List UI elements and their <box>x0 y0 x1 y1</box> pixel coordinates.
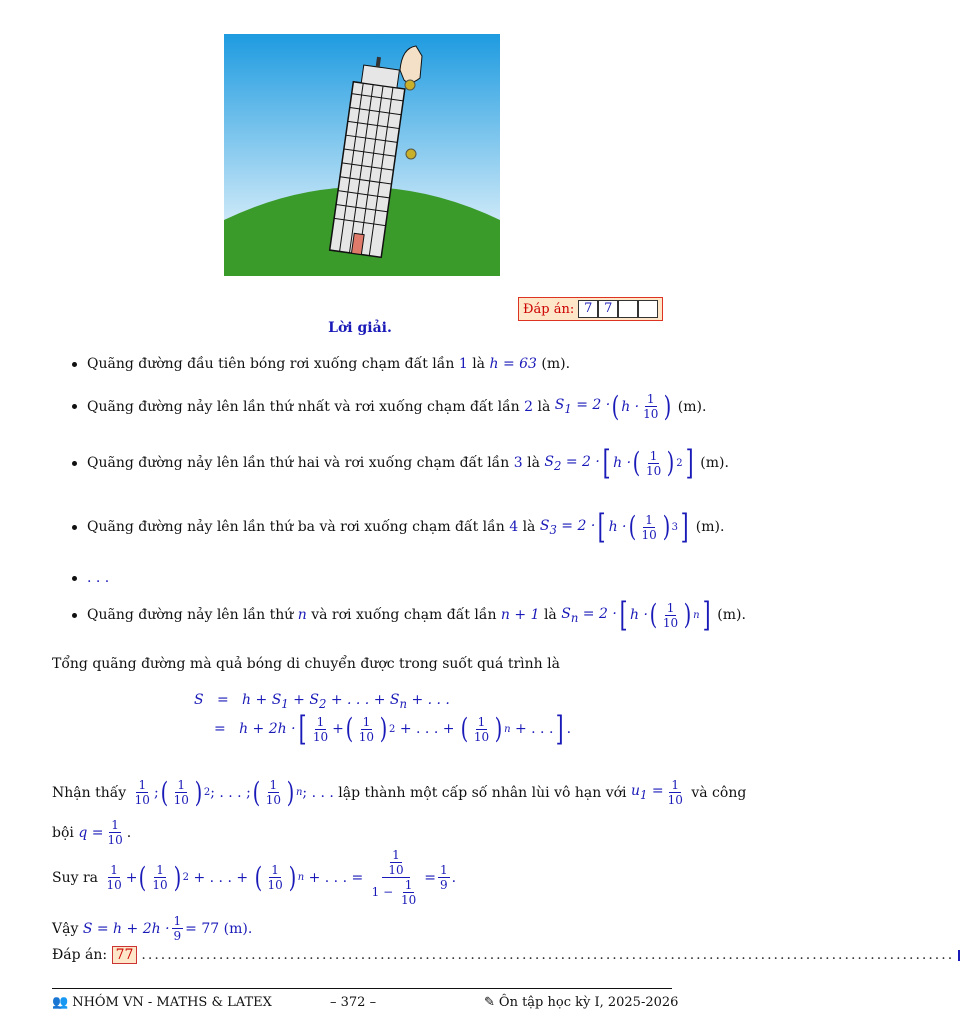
therefore-line: Vậy S = h + 2h · $\frac{1}{9}$ = 77 (m). <box>52 914 253 943</box>
pisa-tower-illustration <box>224 34 500 276</box>
answer-cell-1[interactable]: 7 <box>578 300 598 318</box>
bullet-1: Quãng đường đầu tiên bóng rơi xuống chạm đất lần 1 là h = 63 (m). <box>72 356 570 372</box>
bullet-ellipsis: . . . <box>72 570 109 586</box>
note-ratio: bội q = $\frac{1}{10}$ . <box>52 818 132 847</box>
edit-icon: ✎ <box>484 995 495 1010</box>
footer-left: 👥 NHÓM VN - MATHS & LATEX <box>52 995 272 1010</box>
total-intro: Tổng quãng đường mà quả bóng di chuyển được trong suốt quá trình là <box>52 656 560 672</box>
sum-equation-line2: = h + 2h · [ 1 10 + ( 1 10 ) 2 + . . . + ( 1 10 ) n + . . . ] . <box>214 709 572 749</box>
page-number: – 372 – <box>330 995 377 1010</box>
answer-cell-3[interactable] <box>618 300 638 318</box>
note-line: Nhận thấy 1 10 ; ( 1 10 ) 2 ; . . . ; ( 1 10 ) n ; . . . lập thành một cấp số nhân lùi vô hạn với $u_1$ = $\frac{1}{10}$ và công <box>52 775 747 809</box>
sum-equation-line1: S = $h + S_1 + S_2$ + . . . + $S_n$ + . . . <box>194 692 450 711</box>
answer-label: Đáp án: <box>523 301 575 317</box>
solution-title: Lời giải. <box>328 320 392 336</box>
final-answer-value: 77 <box>112 946 138 964</box>
answer-cell-2[interactable]: 7 <box>598 300 618 318</box>
answer-box <box>518 297 663 321</box>
group-icon: 👥 <box>52 995 69 1010</box>
answer-cell-4[interactable] <box>638 300 658 318</box>
bullet-n: Quãng đường nảy lên lần thứ n và rơi xuống chạm đất lần n + 1 là $S_n = 2$ · [ h · ( 1 10 ) n ] (m). <box>72 598 746 632</box>
bullet-4: Quãng đường nảy lên lần thứ ba và rơi xuống chạm đất lần 4 là $S_3 = 2$ · [ h · ( 1 10 ) 3 ] (m). <box>72 510 724 544</box>
bullet-2: Quãng đường nảy lên lần thứ nhất và rơi xuống chạm đất lần 2 là $S_1 = 2$ · ( h · 1 10 ) (m). <box>72 392 706 421</box>
bullet-3: Quãng đường nảy lên lần thứ hai và rơi xuống chạm đất lần 3 là $S_2 = 2$ · [ h · ( 1 10 ) 2 ] (m). <box>72 446 729 480</box>
footer-rule <box>52 988 672 989</box>
footer-right: ✎ Ôn tập học kỳ I, 2025-2026 <box>484 995 679 1010</box>
final-answer-line: Đáp án: 77 .............................................................................................................................. <box>52 946 672 964</box>
infer-line: Suy ra 1 10 + ( 1 10 ) 2 + . . . + ( 1 10 ) n + . . . = $\frac{1}{10}$ 1 − $\frac{1}{10}$ = $\frac{1}{9}$ . <box>52 848 457 907</box>
